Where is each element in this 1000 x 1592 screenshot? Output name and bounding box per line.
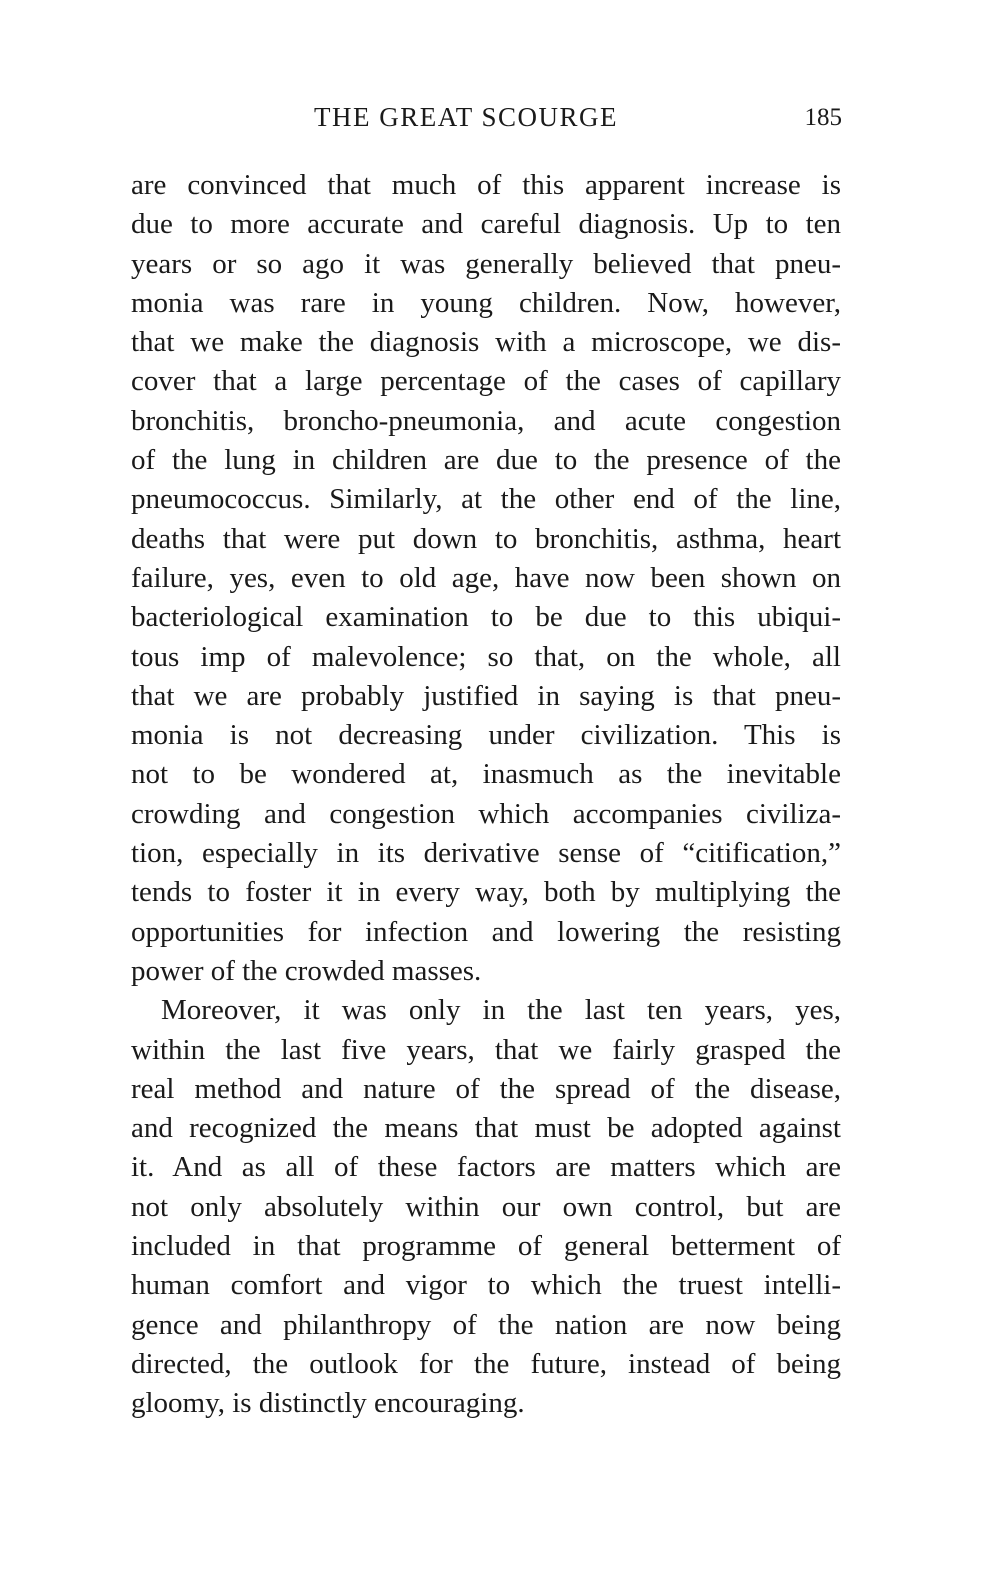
text-line: monia is not decreasing under civilization. This is <box>131 719 841 752</box>
text-line: bacteriological examination to be due to this ubiqui- <box>131 601 841 634</box>
text-line: power of the crowded masses. <box>131 954 482 987</box>
text-line: directed, the outlook for the future, instead of being <box>131 1347 841 1380</box>
text-line: gence and philanthropy of the nation are now being <box>131 1308 841 1341</box>
text-line: tous imp of malevolence; so that, on the whole, all <box>131 640 841 673</box>
text-line: tion, especially in its derivative sense of “citification,” <box>131 837 841 870</box>
text-line: cover that a large percentage of the cases of capillary <box>131 365 841 398</box>
text-line: not only absolutely within our own control, but are <box>131 1190 841 1223</box>
text-line: it. And as all of these factors are matters which are <box>131 1151 841 1184</box>
text-line: opportunities for infection and lowering the resisting <box>131 915 841 948</box>
text-line: of the lung in children are due to the presence of the <box>131 444 841 477</box>
page-number: 185 <box>804 104 842 131</box>
text-line: real method and nature of the spread of the disease, <box>131 1072 841 1105</box>
text-line: human comfort and vigor to which the truest intelli- <box>131 1269 841 1302</box>
text-line: tends to foster it in every way, both by multiplying the <box>131 876 841 909</box>
text-line: are convinced that much of this apparent increase is <box>131 169 841 201</box>
text-line: within the last five years, that we fairly grasped the <box>131 1033 841 1066</box>
text-line: failure, yes, even to old age, have now been shown on <box>131 561 841 594</box>
body-text <box>131 166 841 1424</box>
text-line: not to be wondered at, inasmuch as the inevitable <box>131 758 841 791</box>
text-line: deaths that were put down to bronchitis, asthma, heart <box>131 522 841 555</box>
text-line: Moreover, it was only in the last ten years, yes, <box>161 994 841 1027</box>
text-line: due to more accurate and careful diagnosis. Up to ten <box>131 208 841 241</box>
text-line: monia was rare in young children. Now, however, <box>131 286 841 319</box>
text-line: pneumococcus. Similarly, at the other end of the line, <box>131 483 841 516</box>
text-line: and recognized the means that must be adopted against <box>131 1112 841 1145</box>
text-line: that we are probably justified in saying is that pneu- <box>131 679 841 712</box>
text-line: gloomy, is distinctly encouraging. <box>131 1387 525 1420</box>
text-line: bronchitis, broncho-pneumonia, and acute congestion <box>131 404 841 437</box>
running-title: THE GREAT SCOURGE <box>313 102 619 132</box>
paragraph <box>131 166 841 991</box>
paragraph <box>131 991 841 1423</box>
text-line: years or so ago it was generally believed that pneu- <box>131 247 841 280</box>
text-line: included in that programme of general betterment of <box>131 1230 841 1263</box>
text-line: crowding and congestion which accompanies civiliza- <box>131 797 841 830</box>
page-header <box>130 102 842 142</box>
text-line: that we make the diagnosis with a microscope, we dis- <box>131 326 841 359</box>
